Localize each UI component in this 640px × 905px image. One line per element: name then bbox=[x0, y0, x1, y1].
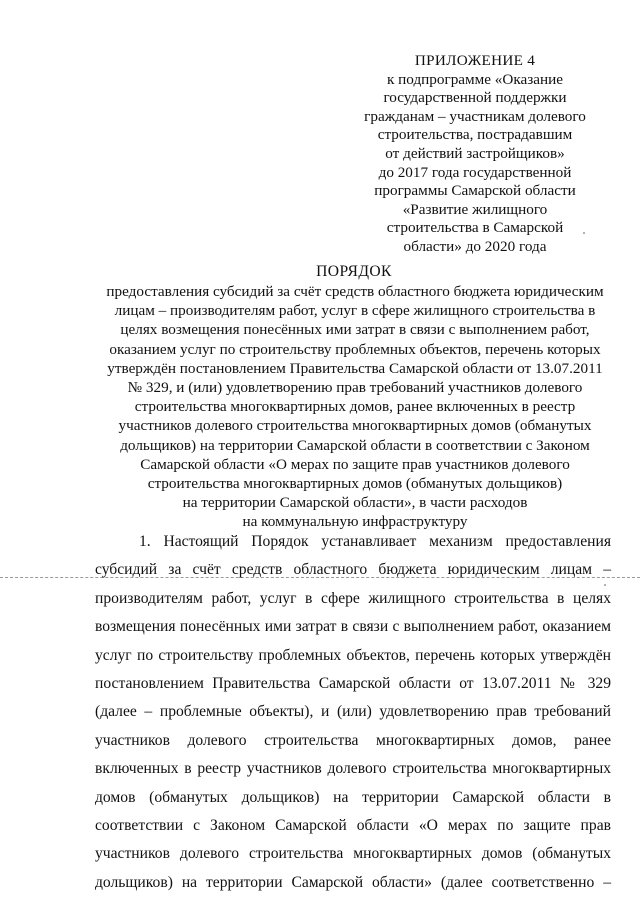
appendix-line: строительства, пострадавшим bbox=[377, 126, 573, 144]
appendix-line: программы Самарской области bbox=[374, 182, 576, 200]
appendix-line: к подпрограмме «Оказание bbox=[386, 70, 563, 88]
subtitle-line: оказанием услуг по строительству проблемных объектов, перечень которых bbox=[109, 340, 601, 358]
subtitle-line: строительства многоквартирных домов, ранее включенных в реестр bbox=[134, 398, 576, 416]
appendix-line: государственной поддержки bbox=[383, 89, 567, 107]
body-line: (далее – проблемные объекты), и (или) удовлетворению прав требований bbox=[95, 703, 611, 721]
body-line: участников долевого строительства многоквартирных домов (обманутых bbox=[95, 845, 611, 863]
subtitle-line: предоставления субсидий за счёт средств областного бюджета юридическим bbox=[106, 283, 604, 300]
body-line: постановлением Правительства Самарской области от 13.07.2011 № 329 bbox=[95, 675, 611, 693]
body-line: услуг по строительству проблемных объектов, перечень которых утверждён bbox=[95, 646, 611, 664]
subtitle-line: участников долевого строительства многоквартирных домов (обманутых bbox=[118, 417, 592, 435]
subtitle-line: № 329, и (или) удовлетворению прав требований участников долевого bbox=[127, 379, 583, 397]
body-line: включенных в реестр участников долевого строительства многоквартирных bbox=[95, 760, 611, 778]
body-line: соответствии с Законом Самарской области «О мерах по защите прав bbox=[95, 817, 611, 835]
order-title: ПОРЯДОК bbox=[316, 263, 392, 280]
appendix-line: области» до 2020 года bbox=[403, 237, 547, 255]
appendix-line: строительства в Самарской bbox=[386, 219, 564, 237]
appendix-line: до 2017 года государственной bbox=[378, 163, 572, 181]
subtitle-line: Самарской области «О мерах по защите прав участников долевого bbox=[140, 455, 570, 473]
appendix-line: от действий застройщиков» bbox=[385, 144, 565, 162]
body-line: 1. Настоящий Порядок устанавливает механизм предоставления bbox=[139, 533, 611, 550]
order-subtitle bbox=[95, 282, 615, 532]
scan-speck bbox=[583, 232, 585, 234]
appendix-line: гражданам – участникам долевого bbox=[364, 107, 586, 125]
body-line: участников долевого строительства многоквартирных домов, ранее bbox=[95, 731, 611, 749]
body-paragraph bbox=[95, 528, 611, 897]
subtitle-line: на коммунальную инфраструктуру bbox=[242, 513, 468, 531]
subtitle-line: на территории Самарской области», в части расходов bbox=[182, 494, 528, 512]
appendix-title: ПРИЛОЖЕНИЕ 4 bbox=[414, 52, 536, 69]
body-line: субсидий за счёт средств областного бюджета юридическим лицам – bbox=[95, 561, 611, 579]
body-line: производителям работ, услуг в сфере жилищного строительства в целях bbox=[95, 589, 611, 607]
appendix-header bbox=[330, 52, 620, 257]
appendix-line: «Развитие жилищного bbox=[402, 200, 548, 218]
body-line: дольщиков) на территории Самарской области» (далее соответственно – bbox=[95, 873, 611, 891]
body-line: возмещения понесённых ими затрат в связи с выполнением работ, оказанием bbox=[95, 618, 611, 636]
subtitle-line: строительства многоквартирных домов (обманутых дольщиков) bbox=[147, 475, 563, 493]
body-line: домов (обманутых дольщиков) на территории Самарской области в bbox=[95, 788, 611, 806]
subtitle-line: лицам – производителям работ, услуг в сфере жилищного строительства в bbox=[114, 302, 596, 320]
subtitle-line: дольщиков) на территории Самарской области в соответствии с Законом bbox=[120, 436, 590, 454]
subtitle-line: утверждён постановлением Правительства Самарской области от 13.07.2011 bbox=[107, 359, 603, 377]
subtitle-line: целях возмещения понесённых ими затрат в связи с выполнением работ, bbox=[120, 321, 590, 339]
